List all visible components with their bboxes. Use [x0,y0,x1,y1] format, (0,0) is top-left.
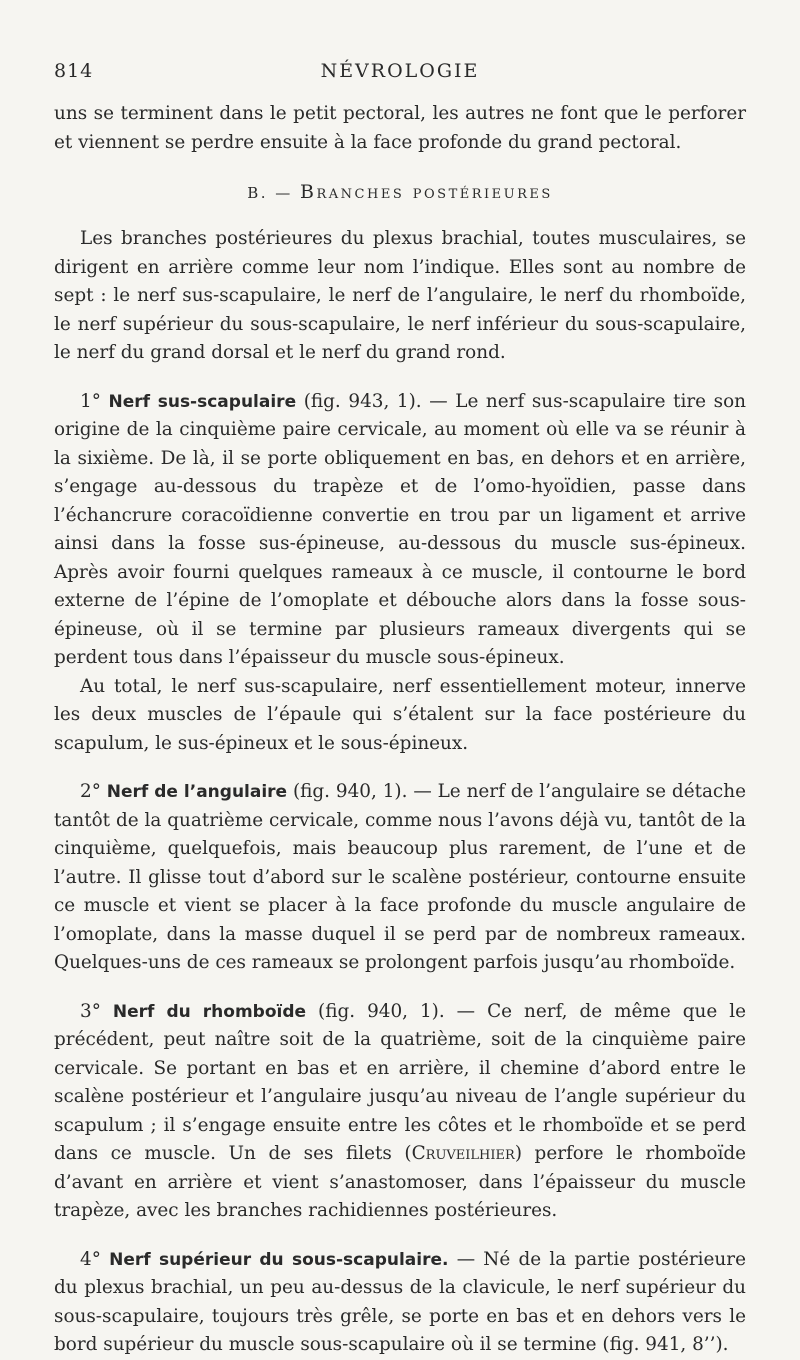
nerve-name: Nerf de l’angulaire [106,782,288,802]
nerve-paragraph-4 [54,1246,746,1360]
nerve-number: 3° [80,1000,101,1022]
nerve-text: Le nerf de l’angulaire se détache tantôt de la quatrième cervicale, comme nous l’avons déjà vu, tantôt de la cinquième, quelquefois, mais beaucoup plus rarement, de l’une et de l’autre. Il glisse tout d’abord sur le scalène postérieur, contourne ensuite ce muscle et vient se placer à la face profonde du muscle angulaire de l’omoplate, dans la masse duquel il se perd par de nombreux rameaux. Quelques-uns de ces rameaux se prolongent parfois jusqu’au rhomboïde. [54,781,746,973]
section-label: B. — [247,184,293,202]
nerve-reference: (fig. 940, 1). — [292,781,432,802]
author-name: Cruveilhier [411,1143,515,1164]
nerve-reference: (fig. 940, 1). — [318,1000,476,1022]
section-heading: Branches postérieures [300,181,553,203]
page [54,60,746,1360]
nerve-reference: (fig. 943, 1). — [303,390,448,412]
nerve-text: Ce nerf, de même que le précédent, peut naître soit de la quatrième, soit de la cinquième paire cervicale. Se portant en bas et en arrière, il chemine d’abord entre le scalène postérieur et l’angulaire jusqu’au niveau de l’angle supérieur du scapulum ; il s’engage ensuite entre les côtes et le rhomboïde et se perd dans ce muscle. Un de ses filets ( [54,1000,746,1164]
intro-paragraph: uns se terminent dans le petit pectoral, les autres ne font que le perforer et viennent se perdre ensuite à la face profonde du grand pectoral. [54,103,746,153]
nerve-text: Le nerf sus-scapulaire tire son origine de la cinquième paire cervicale, au moment où elle va se réunir à la sixième. De là, il se porte obliquement en bas, en dehors et en arrière, s’engage au-dessous du trapèze et de l’omo-hyoïdien, passe dans l’échancrure coracoïdienne convertie en trou par un ligament et arrive ainsi dans la fosse sus-épineuse, au-dessous du muscle sus-épineux. Après avoir fourni quelques rameaux à ce muscle, il contourne le bord externe de l’épine de l’omoplate et débouche alors dans la fosse sous-épineuse, où il se termine par plusieurs rameaux divergents qui se perdent tous dans l’épaisseur du muscle sous-épineux. [54,390,746,668]
nerve-name: Nerf supérieur du sous-scapulaire. [109,1249,449,1270]
running-header [54,60,746,100]
nerve-number: 1° [80,390,101,412]
nerve-text: Né de la partie postérieure du plexus brachial, un peu au-dessus de la clavicule, le nerf supérieur du sous-scapulaire, toujours très grêle, se porte en bas et en dehors vers le bord supérieur du muscle sous-scapulaire où il se termine (fig. 941, 8’’). [54,1248,746,1355]
nerve-number: 2° [80,781,101,802]
nerve-paragraph-2 [54,778,746,978]
nerve-name: Nerf du rhomboïde [112,1001,307,1022]
nerve-paragraph-1-continuation: Au total, le nerf sus-scapulaire, nerf essentiellement moteur, innerve les deux muscles de l’épaule qui s’étalent sur la face postérieure du scapulum, le sus-épineux et le sous-épineux. [54,675,746,754]
section-title [54,181,746,203]
running-title: NÉVROLOGIE [320,60,480,82]
nerve-reference: — [456,1248,476,1270]
nerve-paragraph-1 [54,388,746,673]
page-number: 814 [54,60,94,82]
general-paragraph: Les branches postérieures du plexus brachial, toutes musculaires, se dirigent en arrière comme leur nom l’indique. Elles sont au nombre de sept : le nerf sus-scapulaire, le nerf de l’angulaire, le nerf du rhomboïde, le nerf supérieur du sous-scapulaire, le nerf inférieur du sous-scapulaire, le nerf du grand dorsal et le nerf du grand rond. [54,228,746,363]
nerve-name: Nerf sus-scapulaire [108,391,297,412]
nerve-number: 4° [80,1248,101,1270]
nerve-text-end: ) perfore le rhomboïde d’avant en arrière et vient s’anastomoser, dans l’épaisseur du muscle trapèze, avec les branches rachidiennes postérieures. [54,1143,746,1221]
nerve-paragraph-3 [54,998,746,1226]
